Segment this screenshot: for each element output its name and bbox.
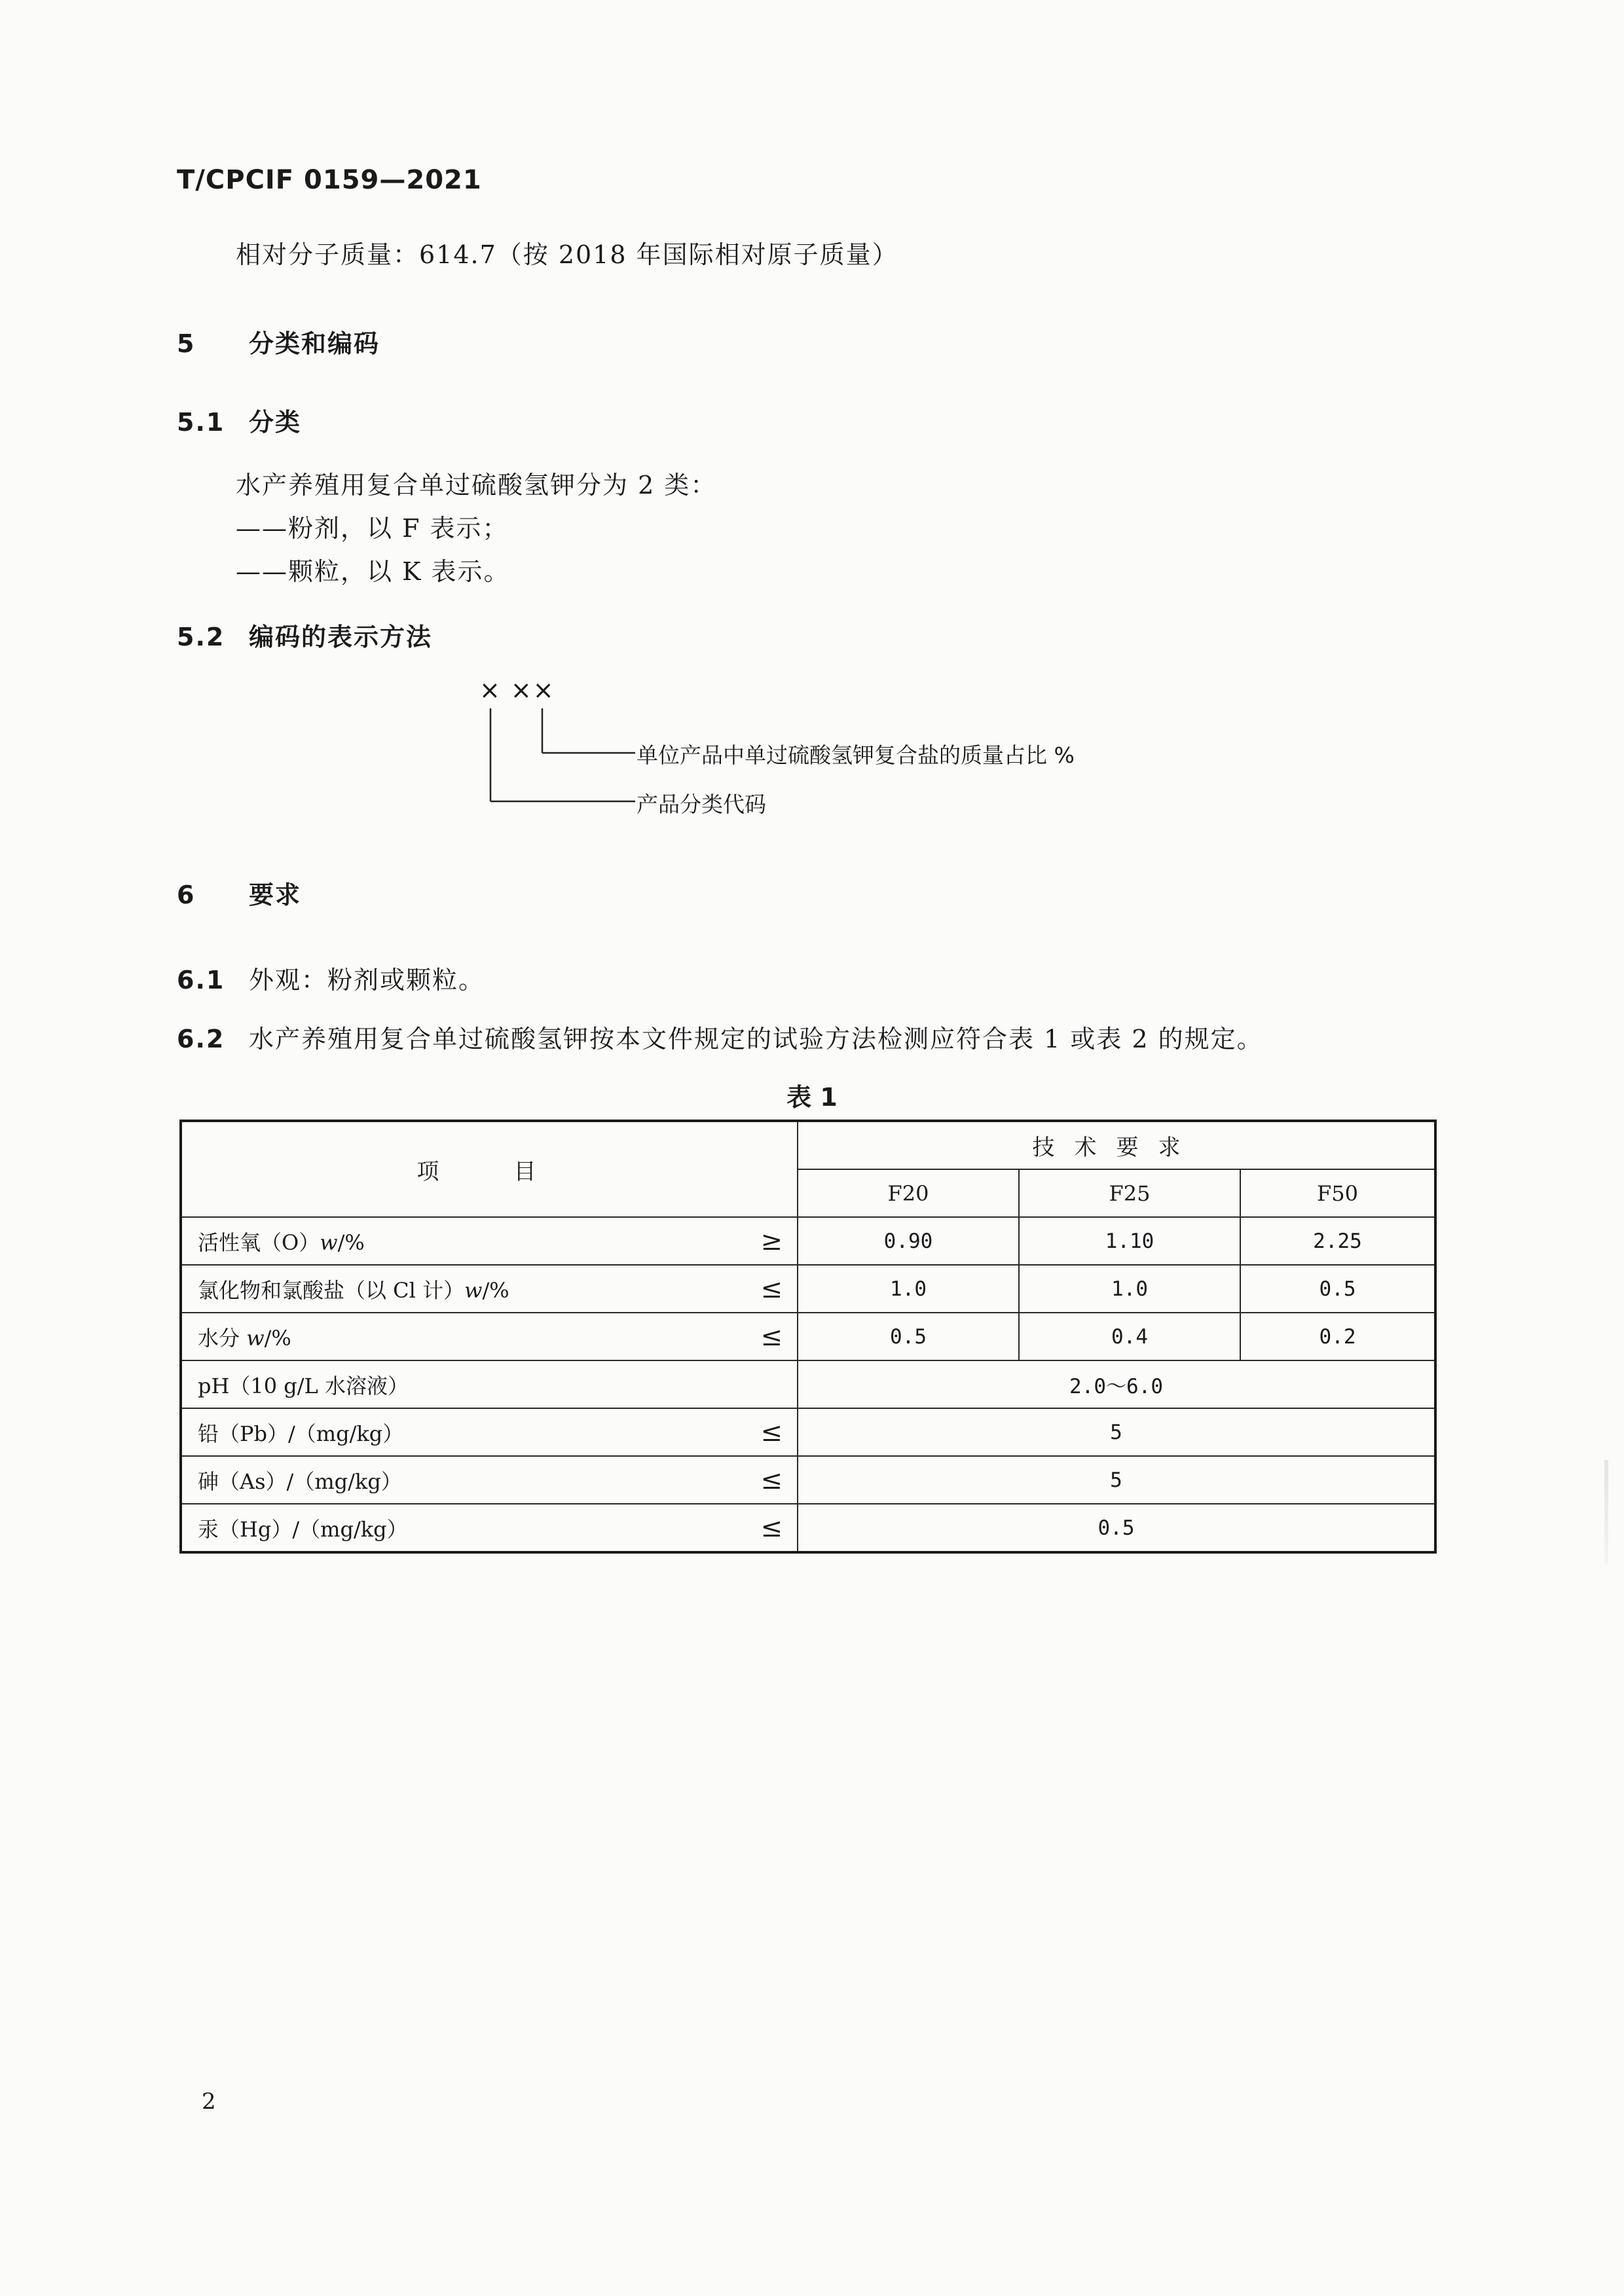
section-title: 分类和编码 (249, 329, 380, 358)
code-label-mass-percent: 单位产品中单过硫酸氢钾复合盐的质量占比 % (637, 742, 1075, 768)
classification-item-granule: ——颗粒，以 K 表示。 (236, 557, 510, 586)
coding-diagram (471, 674, 1192, 825)
table-row (181, 1456, 1435, 1504)
row-item (181, 1313, 798, 1360)
comparison-symbol: ≤ (760, 1273, 783, 1304)
table-row (181, 1313, 1435, 1360)
item-label: 铅（Pb）/（mg/kg） (198, 1421, 404, 1446)
table-cell: 1.0 (798, 1265, 1019, 1313)
table-cell-merged: 2.0～6.0 (798, 1360, 1435, 1408)
code-label-class: 产品分类代码 (637, 792, 766, 817)
table-cell: 0.5 (798, 1313, 1019, 1360)
classification-item-powder: ——粉剂，以 F 表示； (236, 514, 509, 543)
table-cell: 1.0 (1019, 1265, 1240, 1313)
item-unit: /% (337, 1230, 365, 1255)
item-label: 活性氧（O） (198, 1230, 320, 1255)
item-label: 氯化物和氯酸盐（以 Cl 计） (198, 1277, 465, 1303)
row-item (181, 1360, 798, 1408)
table-header-row (181, 1121, 1435, 1169)
clause-text: 水产养殖用复合单过硫酸氢钾按本文件规定的试验方法检测应符合表 1 或表 2 的规定。 (249, 1025, 1263, 1053)
row-item (181, 1456, 798, 1504)
item-label: 水分 (198, 1325, 247, 1351)
item-unit: /% (264, 1325, 291, 1351)
clause-number: 6.1 (177, 966, 225, 994)
table-row (181, 1504, 1435, 1552)
item-variable: w (246, 1325, 265, 1351)
clause-number: 6.2 (177, 1025, 225, 1053)
column-header-item: 项 目 (181, 1121, 798, 1217)
column-header-requirements: 技术要求 (798, 1121, 1435, 1169)
table-row (181, 1408, 1435, 1456)
comparison-symbol: ≤ (760, 1465, 783, 1495)
table-row (181, 1217, 1435, 1265)
section-number: 6 (177, 881, 196, 909)
item-label: 汞（Hg）/（mg/kg） (198, 1516, 408, 1542)
section-6-heading (177, 875, 301, 911)
table-cell: 0.90 (798, 1217, 1019, 1265)
row-item (181, 1265, 798, 1313)
code-symbols: × ×× (479, 676, 555, 704)
section-number: 5 (177, 329, 196, 358)
table-cell-merged: 5 (798, 1456, 1435, 1504)
grade-header: F50 (1240, 1169, 1435, 1217)
specification-table (179, 1120, 1437, 1554)
document-code: T/CPCIF 0159—2021 (177, 165, 482, 195)
clause-text: 外观：粉剂或颗粒。 (249, 966, 485, 994)
grade-header: F25 (1019, 1169, 1240, 1217)
row-item (181, 1504, 798, 1552)
clause-6-1 (177, 960, 485, 996)
table-cell: 1.10 (1019, 1217, 1240, 1265)
table-cell-merged: 0.5 (798, 1504, 1435, 1552)
classification-intro: 水产养殖用复合单过硫酸氢钾分为 2 类： (236, 471, 717, 500)
item-variable: w (464, 1277, 483, 1303)
section-title: 要求 (249, 881, 302, 909)
grade-header: F20 (798, 1169, 1019, 1217)
row-item (181, 1217, 798, 1265)
comparison-symbol: ≤ (760, 1321, 783, 1352)
comparison-symbol: ≤ (760, 1512, 783, 1543)
table-cell: 2.25 (1240, 1217, 1435, 1265)
section-5-2-heading (177, 617, 432, 653)
clause-6-2 (177, 1019, 1263, 1055)
comparison-symbol: ≤ (760, 1417, 783, 1448)
page-number: 2 (202, 2088, 216, 2115)
table-title: 表 1 (786, 1083, 838, 1112)
section-title: 分类 (249, 408, 302, 437)
table-cell: 0.5 (1240, 1265, 1435, 1313)
scan-artifact (1604, 1460, 1608, 1565)
item-label: pH（10 g/L 水溶液） (198, 1373, 409, 1398)
section-5-heading (177, 323, 380, 359)
section-5-1-heading (177, 402, 301, 438)
comparison-symbol: ≥ (760, 1226, 783, 1256)
table-cell: 0.4 (1019, 1313, 1240, 1360)
section-title: 编码的表示方法 (249, 623, 433, 651)
table-row (181, 1265, 1435, 1313)
section-number: 5.1 (177, 408, 225, 437)
row-item (181, 1408, 798, 1456)
molecular-mass-line: 相对分子质量：614.7（按 2018 年国际相对原子质量） (236, 240, 898, 269)
item-label: 砷（As）/（mg/kg） (198, 1468, 402, 1494)
section-number: 5.2 (177, 623, 225, 651)
table-cell: 0.2 (1240, 1313, 1435, 1360)
table-cell-merged: 5 (798, 1408, 1435, 1456)
item-unit: /% (482, 1277, 509, 1303)
item-variable: w (320, 1230, 338, 1255)
table-row (181, 1360, 1435, 1408)
